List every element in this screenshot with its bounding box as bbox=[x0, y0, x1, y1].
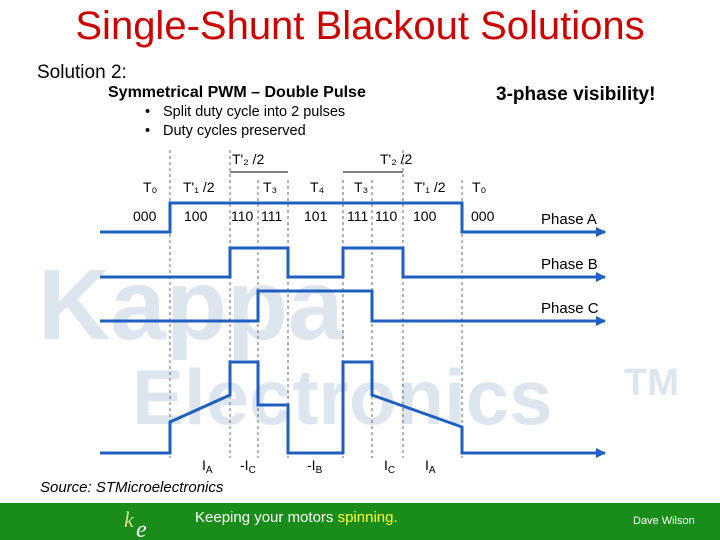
current-label: $-I_B$ bbox=[307, 457, 323, 476]
state-label: 100 bbox=[413, 208, 437, 224]
phase-b-wave bbox=[100, 248, 605, 277]
interval-label: T₄ bbox=[310, 179, 325, 195]
state-label: 000 bbox=[471, 208, 495, 224]
interval-label: T₀ bbox=[143, 179, 158, 195]
bullet-text: Duty cycles preserved bbox=[163, 123, 306, 139]
top-label: T'₂ /2 bbox=[232, 151, 265, 167]
ke-logo-icon bbox=[122, 505, 160, 539]
top-label: T'₂ /2 bbox=[380, 151, 413, 167]
interval-label: T₃ bbox=[263, 179, 278, 195]
state-label: 111 bbox=[261, 208, 283, 224]
phase-c-wave bbox=[100, 291, 605, 321]
footer-slogan: Keeping your motors spinning. bbox=[195, 509, 398, 526]
bullet-text: Split duty cycle into 2 pulses bbox=[163, 104, 346, 120]
phase-label-a: Phase A bbox=[541, 211, 597, 228]
state-label: 100 bbox=[184, 208, 208, 224]
watermark-electronics: Electronics bbox=[132, 353, 553, 441]
visibility-note: 3-phase visibility! bbox=[496, 84, 656, 105]
current-label: $I_C$ bbox=[384, 457, 396, 476]
state-label: 110 bbox=[375, 208, 398, 224]
current-wave bbox=[100, 362, 605, 453]
interval-label: T'₁ /2 bbox=[414, 179, 446, 195]
interval-label: T₀ bbox=[472, 179, 487, 195]
state-label: 000 bbox=[133, 208, 157, 224]
interval-label: T'₁ /2 bbox=[183, 179, 215, 195]
source-note: Source: STMicroelectronics bbox=[40, 479, 224, 496]
bullet-dot-icon: • bbox=[145, 104, 151, 120]
state-label: 111 bbox=[347, 208, 369, 224]
phase-waveforms bbox=[100, 203, 605, 453]
svg-text:k: k bbox=[124, 507, 134, 532]
current-label: $-I_C$ bbox=[240, 457, 256, 476]
current-label: $I_A$ bbox=[425, 457, 436, 476]
phase-label-c: Phase C bbox=[541, 300, 599, 317]
svg-text:e: e bbox=[136, 517, 147, 539]
current-label: $I_A$ bbox=[202, 457, 213, 476]
watermark-trademark: TM bbox=[624, 362, 679, 404]
scheme-title: Symmetrical PWM – Double Pulse bbox=[108, 84, 366, 101]
watermark-kappa: Kappa bbox=[38, 249, 344, 361]
state-label: 110 bbox=[231, 208, 254, 224]
state-label: 101 bbox=[304, 208, 328, 224]
phase-label-b: Phase B bbox=[541, 256, 598, 273]
slide-title: Single-Shunt Blackout Solutions bbox=[75, 4, 645, 48]
footer-author: Dave Wilson bbox=[633, 515, 695, 527]
bullet-dot-icon: • bbox=[145, 123, 151, 139]
interval-label: T₃ bbox=[354, 179, 369, 195]
slide-subtitle: Solution 2: bbox=[37, 62, 127, 83]
